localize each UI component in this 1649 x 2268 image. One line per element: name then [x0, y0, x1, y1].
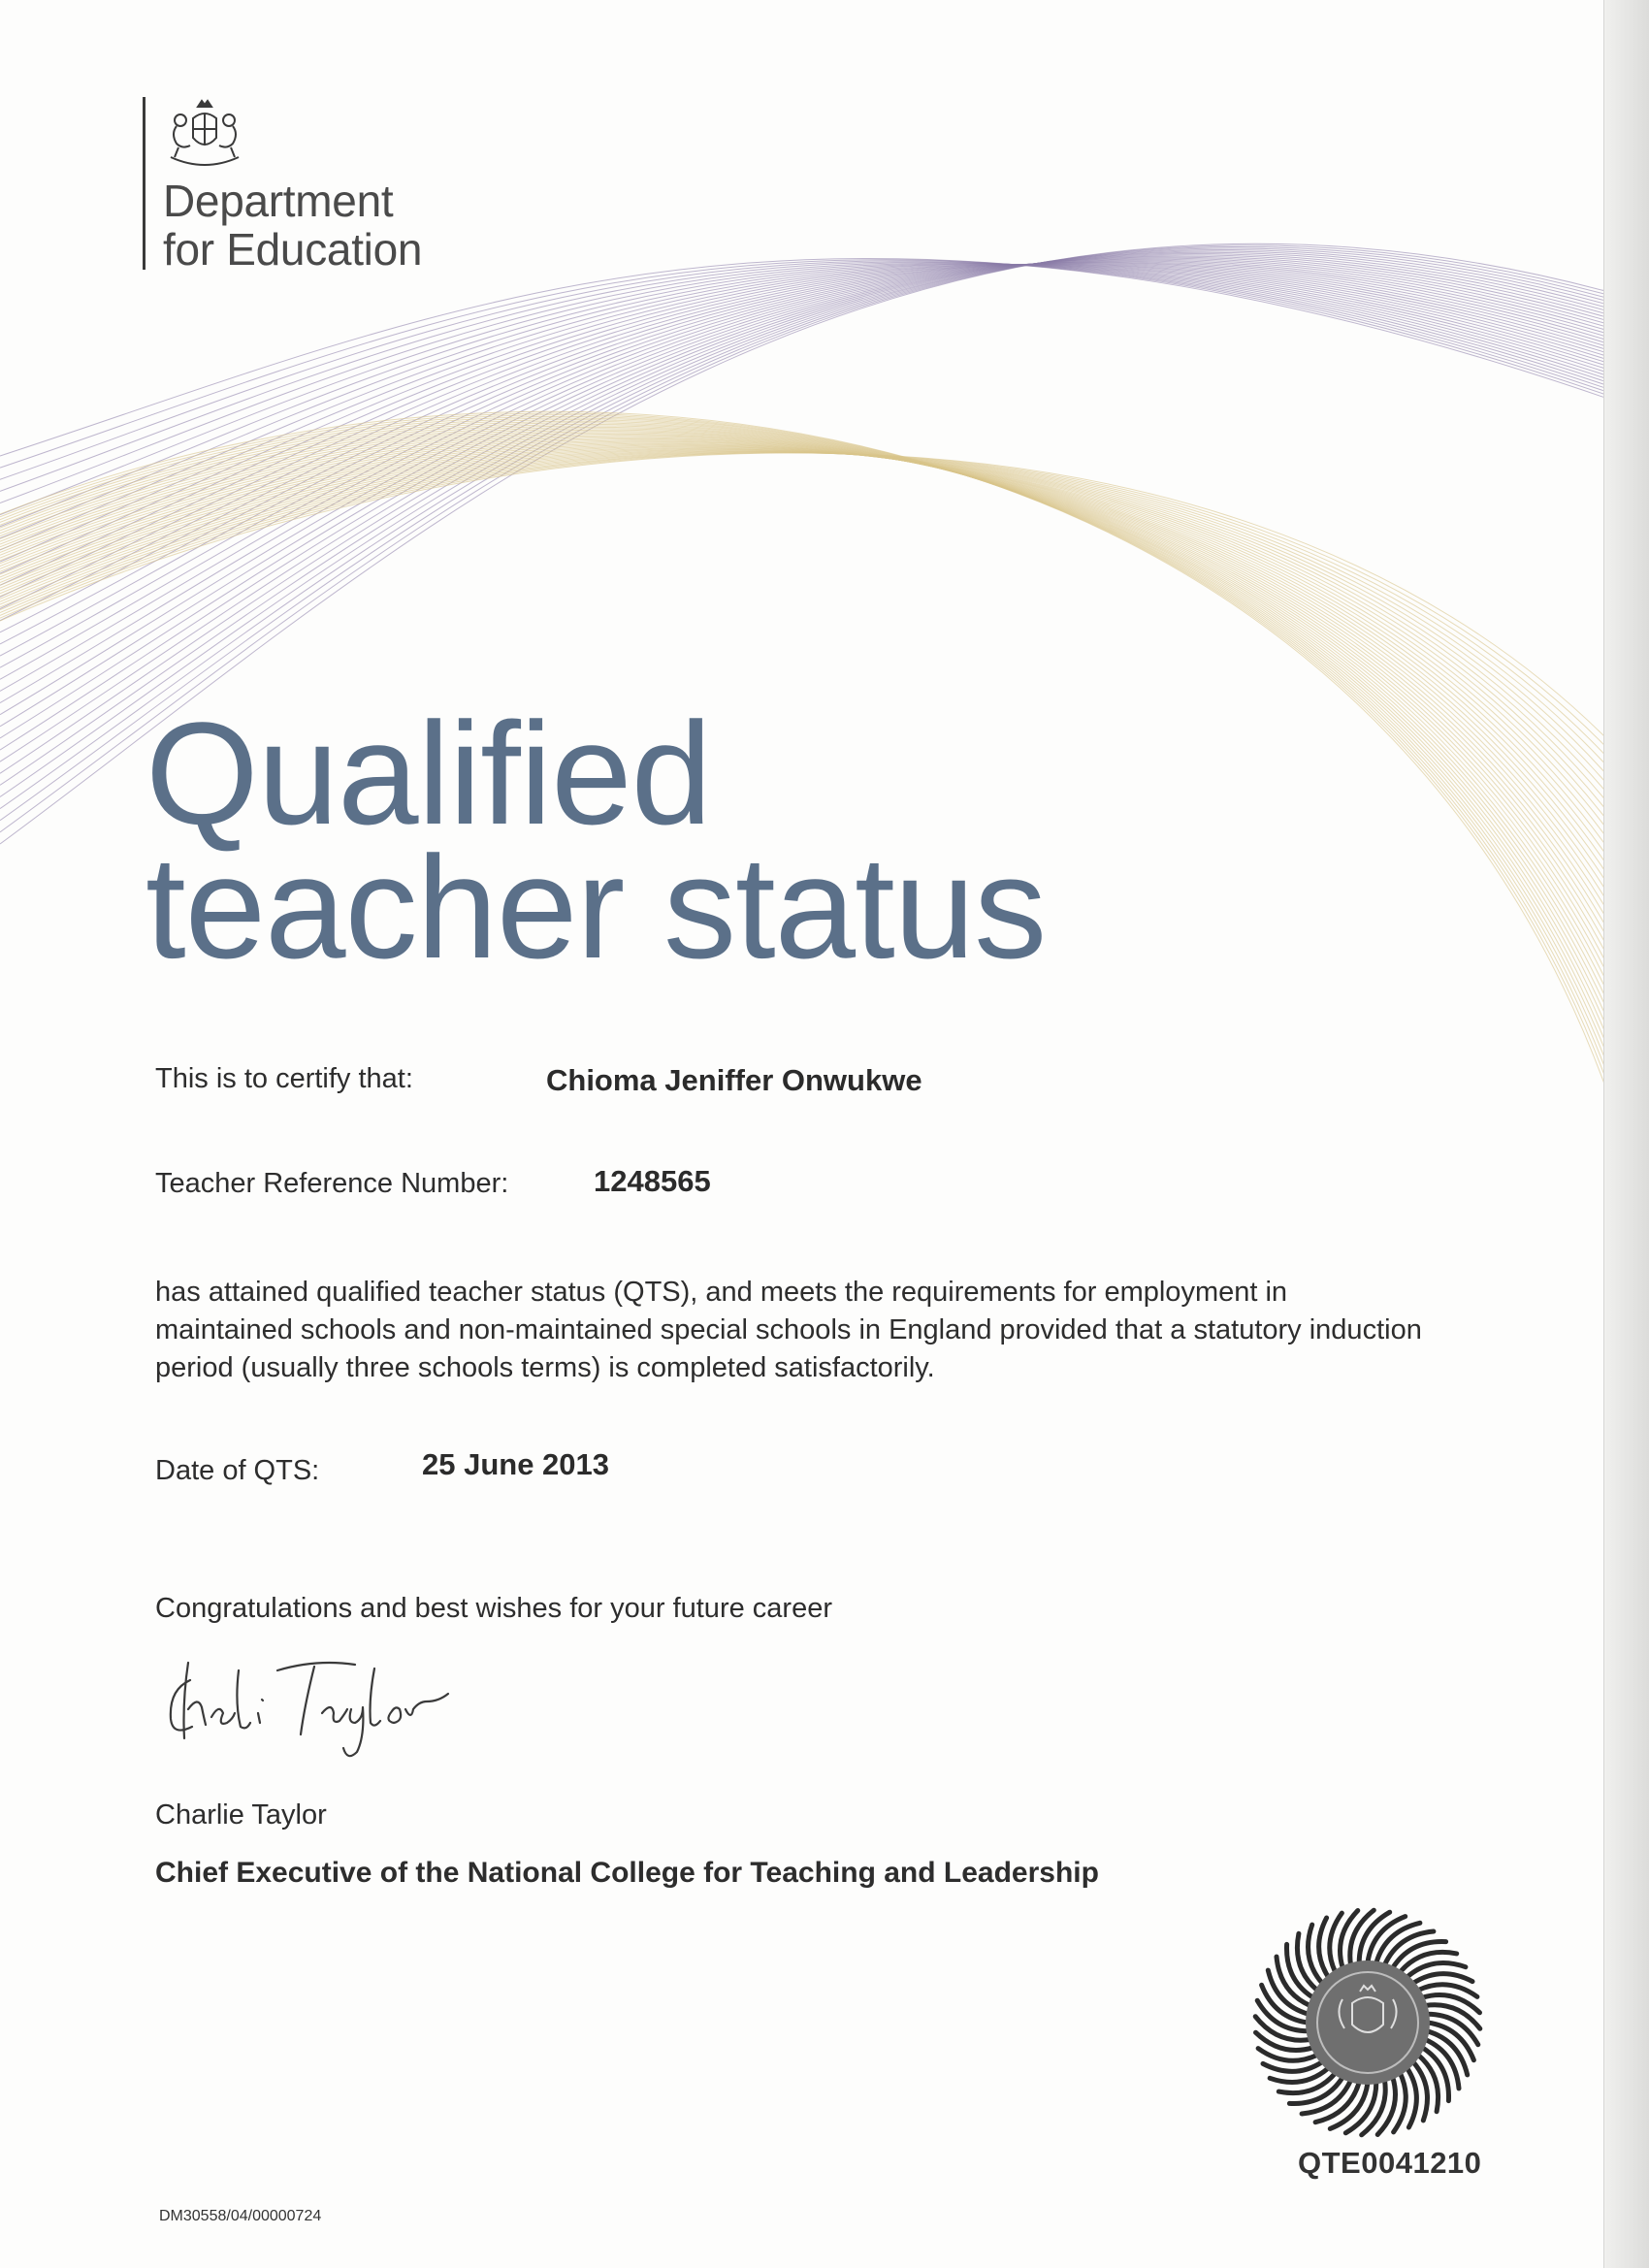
seal-spoke	[1407, 2068, 1417, 2127]
qts-statement: has attained qualified teacher status (QTS), and meets the requirements for employment in maintained schools and non-maintained special schools in England provided that a statutory induction period (usually three schools terms) is completed satisfactorily.	[155, 1277, 1422, 1383]
teacher-reference-label: Teacher Reference Number:	[155, 1168, 509, 1199]
congratulations-text: Congratulations and best wishes for your future career	[155, 1593, 832, 1624]
signer-title: Chief Executive of the National College for Teaching and Leadership	[155, 1857, 1099, 1889]
document-code: DM30558/04/00000724	[159, 2208, 322, 2224]
royal-crest-icon	[161, 97, 248, 171]
department-name-line2: for Education	[163, 224, 423, 275]
seal-spoke	[1263, 2062, 1322, 2072]
seal-spoke	[1319, 1918, 1329, 1977]
seal-code: QTE0041210	[1298, 2146, 1482, 2180]
signer-name: Charlie Taylor	[155, 1799, 327, 1831]
certificate-title	[146, 692, 1310, 988]
department-divider-rule	[143, 97, 146, 270]
qts-date-label: Date of QTS:	[155, 1455, 320, 1486]
department-name-line1: Department	[163, 176, 394, 226]
certificate-title-line1: Qualified	[146, 692, 712, 855]
handwritten-signature	[161, 1641, 471, 1767]
certificate-title-line2: teacher status	[146, 826, 1047, 988]
wave-line	[0, 265, 1605, 586]
seal-spoke	[1413, 1974, 1472, 1984]
hologram-seal-icon	[1251, 1906, 1484, 2139]
seal-center	[1306, 1960, 1430, 2085]
teacher-reference-number: 1248565	[594, 1164, 711, 1198]
department-name	[163, 177, 551, 274]
wave-line	[0, 254, 1605, 762]
wave-line	[0, 262, 1605, 656]
holder-name: Chioma Jeniffer Onwukwe	[546, 1063, 922, 1097]
qts-date-value: 25 June 2013	[422, 1447, 610, 1481]
wave-line	[0, 261, 1605, 679]
certify-label: This is to certify that:	[155, 1063, 413, 1094]
